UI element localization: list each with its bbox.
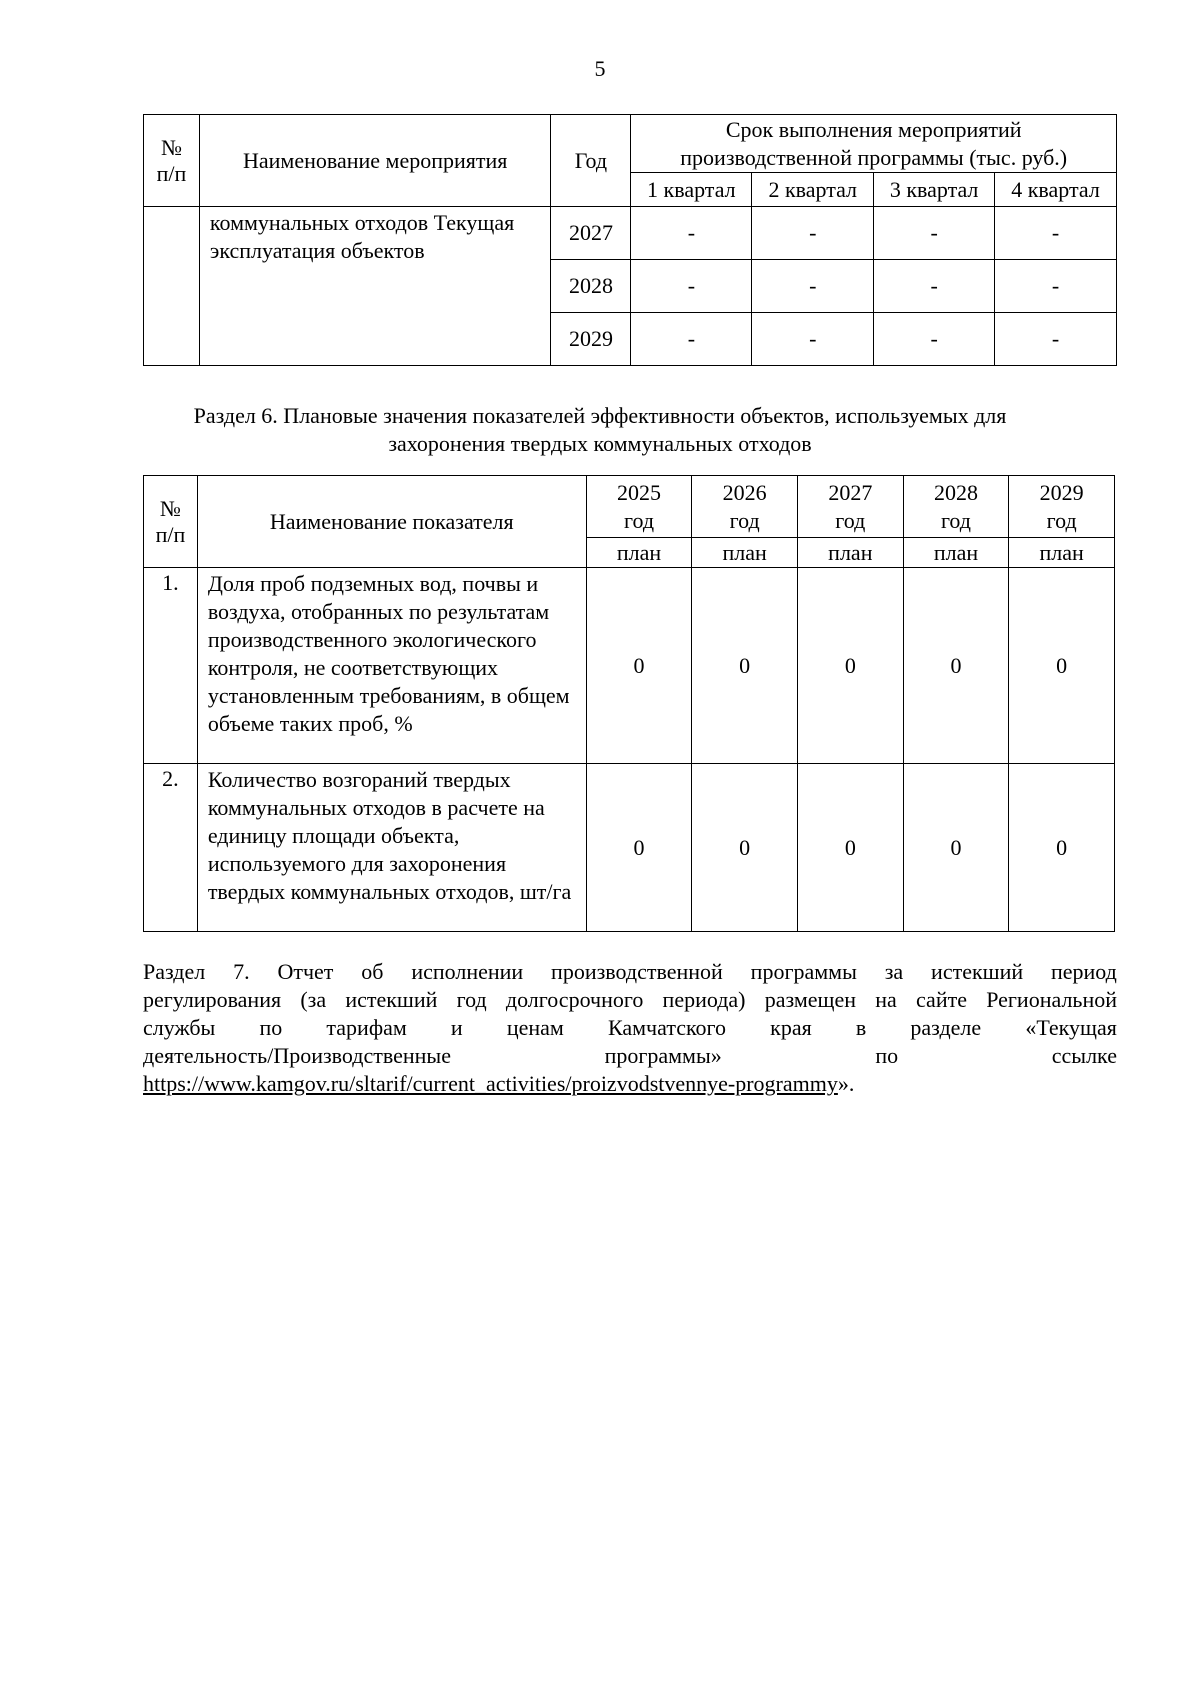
header-num: № п/п — [144, 115, 200, 207]
word: об — [361, 959, 384, 984]
section6-title: Раздел 6. Плановые значения показателей эффективности объектов, используемых для захоронения твердых коммунальных отходов — [193, 403, 1007, 456]
quarter-value: - — [995, 207, 1117, 260]
word: тарифам — [326, 1015, 407, 1040]
word: деятельность/Производственные — [143, 1043, 451, 1068]
table-row — [144, 568, 1115, 764]
schedule-table — [143, 114, 1117, 366]
year-cell: 2028 — [551, 260, 631, 313]
header-year: 2026 год — [692, 476, 798, 538]
indicator-value: 0 — [903, 568, 1009, 764]
year-cell: 2027 — [551, 207, 631, 260]
word: ссылке — [1051, 1043, 1117, 1068]
indicator-value: 0 — [903, 764, 1009, 932]
indicator-value: 0 — [1009, 568, 1115, 764]
indicator-value: 0 — [692, 764, 798, 932]
paragraph-line — [143, 1042, 1117, 1070]
link-suffix: ». — [837, 1071, 855, 1096]
word: программы» — [604, 1043, 722, 1068]
word: службы — [143, 1015, 216, 1040]
indicator-value: 0 — [586, 568, 692, 764]
indicator-value: 0 — [586, 764, 692, 932]
word: исполнении — [411, 959, 524, 984]
header-quarter-4: 4 квартал — [995, 173, 1117, 207]
header-year: Год — [551, 115, 631, 207]
table-row — [144, 207, 1117, 260]
quarter-value: - — [874, 207, 995, 260]
word: Отчет — [277, 959, 334, 984]
paragraph-line — [143, 1070, 1117, 1098]
quarter-value: - — [874, 260, 995, 313]
word: в — [855, 1015, 867, 1040]
word: Камчатского — [607, 1015, 727, 1040]
header-quarter-2: 2 квартал — [752, 173, 874, 207]
indicator-name: Доля проб подземных вод, почвы и воздуха, отобранных по результатам производственного экологического контроля, не соответствующих установленным требованиям, в общем объеме таких проб, % — [197, 568, 586, 764]
row-num: 2. — [144, 764, 198, 932]
header-quarter-3: 3 квартал — [874, 173, 995, 207]
header-year: 2027 год — [798, 476, 904, 538]
word: за — [884, 959, 904, 984]
indicator-name: Количество возгораний твердых коммунальных отходов в расчете на единицу площади объекта, используемого для захоронения твердых коммунальных отходов, шт/га — [197, 764, 586, 932]
paragraph-line — [143, 1014, 1117, 1042]
indicator-value: 0 — [798, 764, 904, 932]
header-quarter-1: 1 квартал — [631, 173, 752, 207]
row-num: 1. — [144, 568, 198, 764]
activity-name: коммунальных отходов Текущая эксплуатация объектов — [199, 207, 551, 366]
header-period: Срок выполнения мероприятий производственной программы (тыс. руб.) — [631, 115, 1117, 173]
word: «Текущая — [1025, 1015, 1117, 1040]
word: истекший — [931, 959, 1024, 984]
word: разделе — [910, 1015, 982, 1040]
word: и — [450, 1015, 463, 1040]
word: производственной — [551, 959, 723, 984]
word: Раздел — [143, 959, 206, 984]
quarter-value: - — [752, 260, 874, 313]
section7-paragraph — [143, 958, 1117, 1098]
table-row — [144, 764, 1115, 932]
header-year: 2028 год — [903, 476, 1009, 538]
header-year: 2025 год — [586, 476, 692, 538]
quarter-value: - — [874, 313, 995, 366]
indicator-value: 0 — [692, 568, 798, 764]
paragraph-line: регулирования (за истекший год долгосрочного периода) размещен на сайте Региональной — [143, 987, 1117, 1012]
word: программы — [750, 959, 857, 984]
header-activity-name: Наименование мероприятия — [199, 115, 551, 207]
word: период — [1051, 959, 1117, 984]
quarter-value: - — [995, 260, 1117, 313]
word: по — [259, 1015, 283, 1040]
indicator-value: 0 — [1009, 764, 1115, 932]
header-year: 2029 год — [1009, 476, 1115, 538]
word: края — [770, 1015, 812, 1040]
word: 7. — [233, 959, 250, 984]
header-plan: план — [1009, 538, 1115, 568]
quarter-value: - — [995, 313, 1117, 366]
header-plan: план — [798, 538, 904, 568]
indicator-value: 0 — [798, 568, 904, 764]
program-link[interactable]: https://www.kamgov.ru/sltarif/current_activities/proizvodstvennye-programmy — [143, 1071, 838, 1096]
header-plan: план — [903, 538, 1009, 568]
header-indicator-name: Наименование показателя — [197, 476, 586, 568]
year-cell: 2029 — [551, 313, 631, 366]
quarter-value: - — [752, 313, 874, 366]
quarter-value: - — [752, 207, 874, 260]
num-cell — [144, 207, 200, 366]
paragraph-line — [143, 958, 1117, 986]
header-plan: план — [692, 538, 798, 568]
quarter-value: - — [631, 207, 752, 260]
quarter-value: - — [631, 260, 752, 313]
quarter-value: - — [631, 313, 752, 366]
page-number: 5 — [594, 56, 606, 81]
header-plan: план — [586, 538, 692, 568]
indicator-table — [143, 475, 1115, 932]
word: по — [875, 1043, 899, 1068]
word: ценам — [506, 1015, 564, 1040]
header-num: № п/п — [144, 476, 198, 568]
